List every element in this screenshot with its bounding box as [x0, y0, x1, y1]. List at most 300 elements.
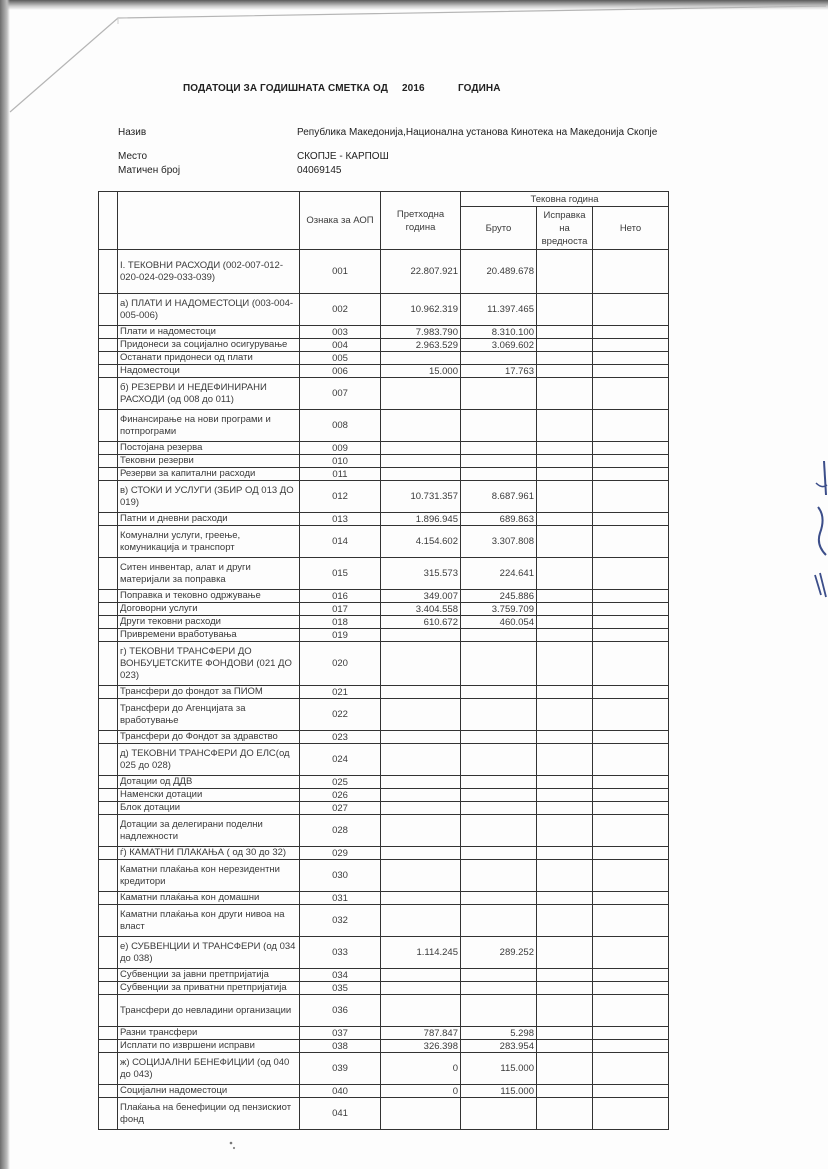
row-blank-cell [99, 937, 118, 969]
row-net [593, 442, 669, 455]
row-gross: 115.000 [461, 1053, 537, 1085]
row-blank-cell [99, 1085, 118, 1098]
row-aop: 041 [300, 1098, 381, 1130]
row-net [593, 847, 669, 860]
row-previous-year: 610.672 [381, 616, 461, 629]
row-net [593, 250, 669, 294]
row-gross: 17.763 [461, 365, 537, 378]
name-value: Република Македонија,Национална установа Кинотека на Македонија Скопје [297, 127, 658, 138]
row-correction [537, 776, 593, 789]
reg-number-value: 04069145 [297, 165, 342, 176]
row-net [593, 892, 669, 905]
row-aop: 007 [300, 378, 381, 410]
table-row [99, 1027, 669, 1040]
row-correction [537, 365, 593, 378]
row-correction [537, 294, 593, 326]
row-aop: 023 [300, 731, 381, 744]
table-row [99, 526, 669, 558]
row-gross [461, 982, 537, 995]
row-previous-year [381, 1098, 461, 1130]
table-row [99, 699, 669, 731]
row-name: Плаќања на бенефиции од пензискиот фонд [118, 1098, 300, 1130]
row-correction [537, 326, 593, 339]
row-name: Плати и надоместоци [118, 326, 300, 339]
row-name: ж) СОЦИЈАЛНИ БЕНЕФИЦИИ (од 040 до 043) [118, 1053, 300, 1085]
row-name: Трансфери до Агенцијата за вработување [118, 699, 300, 731]
table-row [99, 365, 669, 378]
row-previous-year: 4.154.602 [381, 526, 461, 558]
row-correction [537, 352, 593, 365]
row-aop: 038 [300, 1040, 381, 1053]
row-correction [537, 815, 593, 847]
row-blank-cell [99, 892, 118, 905]
row-correction [537, 969, 593, 982]
row-name: Финансирање на нови програми и потпрограми [118, 410, 300, 442]
row-correction [537, 686, 593, 699]
row-name: г) ТЕКОВНИ ТРАНСФЕРИ ДО ВОНБУЏЕТСКИТЕ ФОНДОВИ (021 ДО 023) [118, 642, 300, 686]
row-previous-year [381, 410, 461, 442]
row-net [593, 294, 669, 326]
row-correction [537, 995, 593, 1027]
row-previous-year [381, 442, 461, 455]
row-net [593, 1027, 669, 1040]
row-aop: 006 [300, 365, 381, 378]
row-aop: 020 [300, 642, 381, 686]
row-blank-cell [99, 789, 118, 802]
row-gross [461, 892, 537, 905]
table-row [99, 294, 669, 326]
row-previous-year [381, 686, 461, 699]
row-net [593, 590, 669, 603]
table-row [99, 860, 669, 892]
row-previous-year [381, 699, 461, 731]
row-net [593, 969, 669, 982]
row-aop: 034 [300, 969, 381, 982]
row-correction [537, 442, 593, 455]
row-blank-cell [99, 590, 118, 603]
row-net [593, 629, 669, 642]
row-previous-year: 1.114.245 [381, 937, 461, 969]
row-gross [461, 789, 537, 802]
row-name: Дотации за делегирани поделни надлежности [118, 815, 300, 847]
row-correction [537, 905, 593, 937]
row-net [593, 1098, 669, 1130]
row-aop: 040 [300, 1085, 381, 1098]
row-blank-cell [99, 969, 118, 982]
table-row [99, 1040, 669, 1053]
row-previous-year [381, 905, 461, 937]
row-aop: 001 [300, 250, 381, 294]
row-net [593, 1053, 669, 1085]
row-aop: 032 [300, 905, 381, 937]
row-net [593, 410, 669, 442]
row-name: б) РЕЗЕРВИ И НЕДЕФИНИРАНИ РАСХОДИ (од 008 до 011) [118, 378, 300, 410]
row-gross: 3.759.709 [461, 603, 537, 616]
table-row [99, 442, 669, 455]
row-gross [461, 969, 537, 982]
row-name: е) СУБВЕНЦИИ И ТРАНСФЕРИ (од 034 до 038) [118, 937, 300, 969]
row-gross [461, 847, 537, 860]
row-previous-year [381, 455, 461, 468]
row-net [593, 937, 669, 969]
row-correction [537, 339, 593, 352]
row-blank-cell [99, 378, 118, 410]
row-blank-cell [99, 1053, 118, 1085]
row-net [593, 339, 669, 352]
table-row [99, 455, 669, 468]
row-aop: 009 [300, 442, 381, 455]
row-gross [461, 905, 537, 937]
report-year: 2016 [402, 83, 425, 94]
row-previous-year: 0 [381, 1085, 461, 1098]
row-name: Придонеси за социјално осигурување [118, 339, 300, 352]
table-row [99, 410, 669, 442]
row-name: Надоместоци [118, 365, 300, 378]
row-correction [537, 847, 593, 860]
row-previous-year [381, 629, 461, 642]
row-blank-cell [99, 905, 118, 937]
row-aop: 029 [300, 847, 381, 860]
row-previous-year: 7.983.790 [381, 326, 461, 339]
row-blank-cell [99, 442, 118, 455]
row-previous-year [381, 815, 461, 847]
row-previous-year [381, 789, 461, 802]
row-correction [537, 1053, 593, 1085]
row-previous-year [381, 468, 461, 481]
row-correction [537, 982, 593, 995]
row-correction [537, 699, 593, 731]
row-blank-cell [99, 995, 118, 1027]
row-aop: 037 [300, 1027, 381, 1040]
row-blank-cell [99, 365, 118, 378]
row-net [593, 982, 669, 995]
row-name: д) ТЕКОВНИ ТРАНСФЕРИ ДО ЕЛС(од 025 до 028) [118, 744, 300, 776]
row-net [593, 558, 669, 590]
reg-number-label: Матичен број [118, 165, 181, 176]
row-name: Трансфери до невладини организации [118, 995, 300, 1027]
row-name: Каматни плаќања кон домашни [118, 892, 300, 905]
row-correction [537, 789, 593, 802]
row-net [593, 603, 669, 616]
row-gross [461, 815, 537, 847]
table-row [99, 616, 669, 629]
row-aop: 012 [300, 481, 381, 513]
row-blank-cell [99, 455, 118, 468]
row-gross: 460.054 [461, 616, 537, 629]
row-name: ѓ) КАМАТНИ ПЛАКАЊА ( од 30 до 32) [118, 847, 300, 860]
row-aop: 022 [300, 699, 381, 731]
row-net [593, 468, 669, 481]
row-name: Тековни резерви [118, 455, 300, 468]
row-correction [537, 744, 593, 776]
row-correction [537, 616, 593, 629]
row-aop: 019 [300, 629, 381, 642]
row-correction [537, 468, 593, 481]
row-blank-cell [99, 294, 118, 326]
row-correction [537, 590, 593, 603]
row-previous-year: 3.404.558 [381, 603, 461, 616]
row-aop: 024 [300, 744, 381, 776]
row-correction [537, 481, 593, 513]
header-name [118, 192, 300, 250]
row-gross: 283.954 [461, 1040, 537, 1053]
place-label: Место [118, 151, 148, 162]
header-correction: Исправка на вредноста [537, 207, 593, 250]
table-row [99, 789, 669, 802]
row-gross: 3.307.808 [461, 526, 537, 558]
row-name: Каматни плаќања кон нерезидентни кредитори [118, 860, 300, 892]
row-previous-year [381, 982, 461, 995]
table-row [99, 378, 669, 410]
row-net [593, 365, 669, 378]
header-current-year: Тековна година [461, 192, 669, 207]
row-name: Договорни услуги [118, 603, 300, 616]
header-gross: Бруто [461, 207, 537, 250]
table-row [99, 982, 669, 995]
row-name: Социјални надоместоци [118, 1085, 300, 1098]
header-net: Нето [593, 207, 669, 250]
table-row [99, 969, 669, 982]
row-blank-cell [99, 699, 118, 731]
row-name: I. ТЕКОВНИ РАСХОДИ (002-007-012-020-024-029-033-039) [118, 250, 300, 294]
row-correction [537, 558, 593, 590]
row-net [593, 1085, 669, 1098]
row-previous-year: 326.398 [381, 1040, 461, 1053]
scan-edge-top [0, 0, 828, 10]
table-row [99, 892, 669, 905]
row-net [593, 802, 669, 815]
row-gross: 689.863 [461, 513, 537, 526]
row-gross: 3.069.602 [461, 339, 537, 352]
row-correction [537, 642, 593, 686]
table-row [99, 744, 669, 776]
row-blank-cell [99, 352, 118, 365]
row-blank-cell [99, 815, 118, 847]
row-blank-cell [99, 1027, 118, 1040]
row-previous-year [381, 847, 461, 860]
header-previous-year: Претходна година [381, 192, 461, 250]
row-name: Привремени вработувања [118, 629, 300, 642]
report-year-word: ГОДИНА [458, 83, 501, 94]
row-previous-year [381, 352, 461, 365]
row-gross: 8.310.100 [461, 326, 537, 339]
row-aop: 027 [300, 802, 381, 815]
row-blank-cell [99, 731, 118, 744]
row-aop: 026 [300, 789, 381, 802]
row-gross: 5.298 [461, 1027, 537, 1040]
row-gross: 224.641 [461, 558, 537, 590]
row-blank-cell [99, 1098, 118, 1130]
row-name: Резерви за капитални расходи [118, 468, 300, 481]
row-blank-cell [99, 326, 118, 339]
row-net [593, 1040, 669, 1053]
row-gross [461, 455, 537, 468]
row-correction [537, 802, 593, 815]
row-aop: 014 [300, 526, 381, 558]
table-row [99, 847, 669, 860]
row-correction [537, 455, 593, 468]
row-correction [537, 937, 593, 969]
row-gross: 245.886 [461, 590, 537, 603]
row-blank-cell [99, 339, 118, 352]
row-aop: 017 [300, 603, 381, 616]
scan-fold-line [0, 0, 828, 120]
row-previous-year [381, 892, 461, 905]
row-gross [461, 802, 537, 815]
row-correction [537, 629, 593, 642]
table-row [99, 326, 669, 339]
page-title: ПОДАТОЦИ ЗА ГОДИШНАТА СМЕТКА ОД [183, 83, 388, 94]
table-row [99, 468, 669, 481]
row-correction [537, 526, 593, 558]
row-correction [537, 1098, 593, 1130]
row-aop: 016 [300, 590, 381, 603]
row-correction [537, 1040, 593, 1053]
row-gross [461, 744, 537, 776]
row-gross: 20.489.678 [461, 250, 537, 294]
row-blank-cell [99, 1040, 118, 1053]
row-previous-year: 15.000 [381, 365, 461, 378]
row-previous-year [381, 995, 461, 1027]
row-gross [461, 686, 537, 699]
row-previous-year: 0 [381, 1053, 461, 1085]
row-blank-cell [99, 860, 118, 892]
row-previous-year [381, 802, 461, 815]
row-blank-cell [99, 629, 118, 642]
row-correction [537, 513, 593, 526]
row-blank-cell [99, 847, 118, 860]
row-gross [461, 1098, 537, 1130]
row-aop: 015 [300, 558, 381, 590]
row-net [593, 455, 669, 468]
row-net [593, 815, 669, 847]
row-gross [461, 410, 537, 442]
table-row [99, 352, 669, 365]
row-name: Блок дотации [118, 802, 300, 815]
row-previous-year [381, 378, 461, 410]
row-gross: 8.687.961 [461, 481, 537, 513]
row-blank-cell [99, 250, 118, 294]
row-correction [537, 860, 593, 892]
row-gross [461, 776, 537, 789]
table-row [99, 339, 669, 352]
row-net [593, 744, 669, 776]
table-row [99, 590, 669, 603]
table-row [99, 995, 669, 1027]
place-value: СКОПЈЕ - КАРПОШ [297, 151, 389, 162]
row-net [593, 513, 669, 526]
table-row [99, 776, 669, 789]
row-blank-cell [99, 776, 118, 789]
row-aop: 008 [300, 410, 381, 442]
row-name: Комунални услуги, греење, комуникација и транспорт [118, 526, 300, 558]
row-blank-cell [99, 526, 118, 558]
row-blank-cell [99, 513, 118, 526]
row-gross: 289.252 [461, 937, 537, 969]
row-net [593, 352, 669, 365]
row-previous-year [381, 642, 461, 686]
row-gross [461, 699, 537, 731]
row-name: Разни трансфери [118, 1027, 300, 1040]
row-blank-cell [99, 744, 118, 776]
table-row [99, 513, 669, 526]
row-gross [461, 442, 537, 455]
row-aop: 021 [300, 686, 381, 699]
row-blank-cell [99, 558, 118, 590]
table-row [99, 815, 669, 847]
row-previous-year: 10.731.357 [381, 481, 461, 513]
financial-table [98, 191, 669, 1130]
row-net [593, 995, 669, 1027]
row-blank-cell [99, 642, 118, 686]
row-net [593, 860, 669, 892]
row-name: Трансфери до Фондот за здравство [118, 731, 300, 744]
row-correction [537, 1027, 593, 1040]
scan-speck [228, 1140, 238, 1152]
row-correction [537, 892, 593, 905]
row-correction [537, 1085, 593, 1098]
row-net [593, 731, 669, 744]
row-previous-year: 787.847 [381, 1027, 461, 1040]
row-aop: 010 [300, 455, 381, 468]
row-name: Постојана резерва [118, 442, 300, 455]
row-name: в) СТОКИ И УСЛУГИ (ЗБИР ОД 013 ДО 019) [118, 481, 300, 513]
table-row [99, 603, 669, 616]
row-name: Наменски дотации [118, 789, 300, 802]
row-gross [461, 378, 537, 410]
table-row [99, 1085, 669, 1098]
row-gross [461, 731, 537, 744]
row-aop: 031 [300, 892, 381, 905]
row-aop: 033 [300, 937, 381, 969]
row-net [593, 699, 669, 731]
row-blank-cell [99, 686, 118, 699]
row-gross: 11.397.465 [461, 294, 537, 326]
name-label: Назив [118, 127, 147, 138]
row-aop: 003 [300, 326, 381, 339]
row-name: Каматни плаќања кон други нивоа на власт [118, 905, 300, 937]
row-aop: 011 [300, 468, 381, 481]
row-aop: 002 [300, 294, 381, 326]
row-name: Субвенции за јавни претпријатија [118, 969, 300, 982]
row-previous-year [381, 860, 461, 892]
row-previous-year [381, 776, 461, 789]
row-aop: 005 [300, 352, 381, 365]
row-gross [461, 468, 537, 481]
row-net [593, 905, 669, 937]
row-aop: 004 [300, 339, 381, 352]
scan-edge-left [0, 0, 10, 1169]
row-previous-year [381, 731, 461, 744]
row-name: Исплати по извршени исправи [118, 1040, 300, 1053]
row-blank-cell [99, 616, 118, 629]
row-name: Субвенции за приватни претпријатија [118, 982, 300, 995]
row-blank-cell [99, 468, 118, 481]
row-name: Поправка и тековно одржување [118, 590, 300, 603]
row-correction [537, 603, 593, 616]
row-net [593, 616, 669, 629]
table-row [99, 1098, 669, 1130]
table-row [99, 481, 669, 513]
row-name: Други тековни расходи [118, 616, 300, 629]
header-aop: Ознака за АОП [300, 192, 381, 250]
row-net [593, 789, 669, 802]
row-previous-year [381, 744, 461, 776]
row-blank-cell [99, 802, 118, 815]
table-row [99, 558, 669, 590]
row-net [593, 776, 669, 789]
table-row [99, 802, 669, 815]
